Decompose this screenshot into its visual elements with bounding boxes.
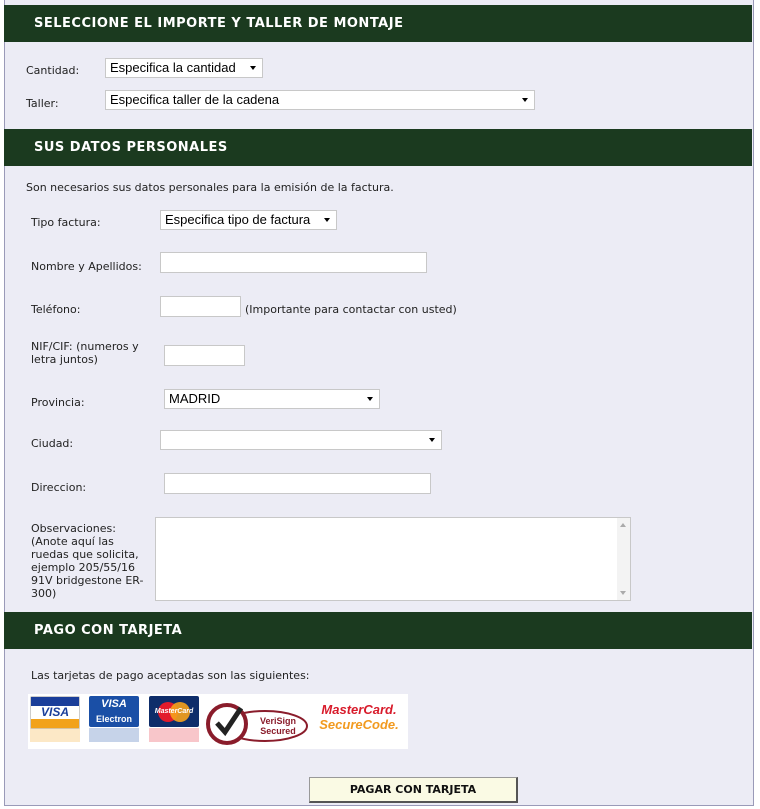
telefono-field[interactable] <box>160 296 241 317</box>
tipo-factura-select[interactable] <box>160 210 337 230</box>
section-title: SUS DATOS PERSONALES <box>34 140 228 155</box>
chevron-down-icon <box>250 66 256 70</box>
telefono-label: Teléfono: <box>31 303 81 316</box>
observaciones-textarea[interactable] <box>155 517 631 601</box>
observaciones-label-line: (Anote aquí las <box>31 535 114 548</box>
visa-card-icon <box>30 696 80 729</box>
scroll-down-icon[interactable] <box>620 591 626 595</box>
verisign-top-label: VeriSign <box>259 716 296 726</box>
nif-label <box>31 340 139 366</box>
scrollbar[interactable] <box>617 518 630 600</box>
pago-intro: Las tarjetas de pago aceptadas son las siguientes: <box>31 669 310 682</box>
observaciones-label <box>31 522 143 600</box>
cantidad-label: Cantidad: <box>26 64 80 77</box>
observaciones-label-line: 91V bridgestone ER- <box>31 574 144 587</box>
tipo-factura-label: Tipo factura: <box>31 216 101 229</box>
securecode-logo-icon <box>312 702 406 732</box>
mastercard-label: MasterCard <box>154 708 194 715</box>
ciudad-select[interactable] <box>160 430 442 450</box>
ciudad-label: Ciudad: <box>31 437 74 450</box>
taller-select[interactable] <box>105 90 535 110</box>
verisign-seal-icon <box>200 696 310 746</box>
section-title: PAGO CON TARJETA <box>34 623 183 638</box>
scroll-up-icon[interactable] <box>620 523 626 527</box>
section-header-datos <box>4 129 752 166</box>
observaciones-label-line: ejemplo 205/55/16 <box>31 561 135 574</box>
nombre-label: Nombre y Apellidos: <box>31 260 142 273</box>
visa-label: VISA <box>40 705 69 719</box>
electron-bottom-label: Electron <box>95 714 132 724</box>
cantidad-value: Especifica la cantidad <box>110 60 236 75</box>
observaciones-label-line: Observaciones: <box>31 522 116 535</box>
chevron-down-icon <box>324 218 330 222</box>
section-title: SELECCIONE EL IMPORTE Y TALLER DE MONTAJE <box>34 16 404 31</box>
datos-intro: Son necesarios sus datos personales para la emisión de la factura. <box>26 181 394 194</box>
pagar-button[interactable]: PAGAR CON TARJETA <box>309 777 518 803</box>
visa-electron-card-icon <box>89 696 139 727</box>
card-reflection <box>89 728 139 742</box>
card-reflection <box>30 728 80 742</box>
mastercard-card-icon <box>149 696 199 727</box>
accepted-cards <box>28 694 408 749</box>
electron-top-label: VISA <box>101 698 127 710</box>
observaciones-label-line: 300) <box>31 587 57 600</box>
nif-label-line: NIF/CIF: (numeros y <box>31 340 139 353</box>
chevron-down-icon <box>522 98 528 102</box>
provincia-select[interactable] <box>164 389 380 409</box>
taller-value: Especifica taller de la cadena <box>110 92 280 107</box>
section-header-importe <box>4 5 752 42</box>
direccion-label: Direccion: <box>31 481 87 494</box>
taller-label: Taller: <box>26 97 59 110</box>
securecode-bottom-label: SecureCode. <box>319 717 399 732</box>
tipo-factura-value: Especifica tipo de factura <box>165 212 311 227</box>
card-reflection <box>149 728 199 742</box>
chevron-down-icon <box>367 397 373 401</box>
securecode-top-label: MasterCard. <box>321 702 397 717</box>
observaciones-label-line: ruedas que solicita, <box>31 548 139 561</box>
chevron-down-icon <box>429 438 435 442</box>
section-header-pago <box>4 612 752 649</box>
observaciones-wrapper <box>155 517 631 601</box>
nif-field[interactable] <box>164 345 245 366</box>
nif-label-line: letra juntos) <box>31 353 98 366</box>
cantidad-select[interactable] <box>105 58 263 78</box>
provincia-label: Provincia: <box>31 396 85 409</box>
visa-band-bottom <box>31 719 79 728</box>
direccion-field[interactable] <box>164 473 431 494</box>
nombre-field[interactable] <box>160 252 427 273</box>
verisign-bottom-label: Secured <box>260 726 296 736</box>
provincia-value: MADRID <box>169 391 221 406</box>
telefono-note: (Importante para contactar con usted) <box>245 303 457 316</box>
verisign-text <box>248 716 308 736</box>
